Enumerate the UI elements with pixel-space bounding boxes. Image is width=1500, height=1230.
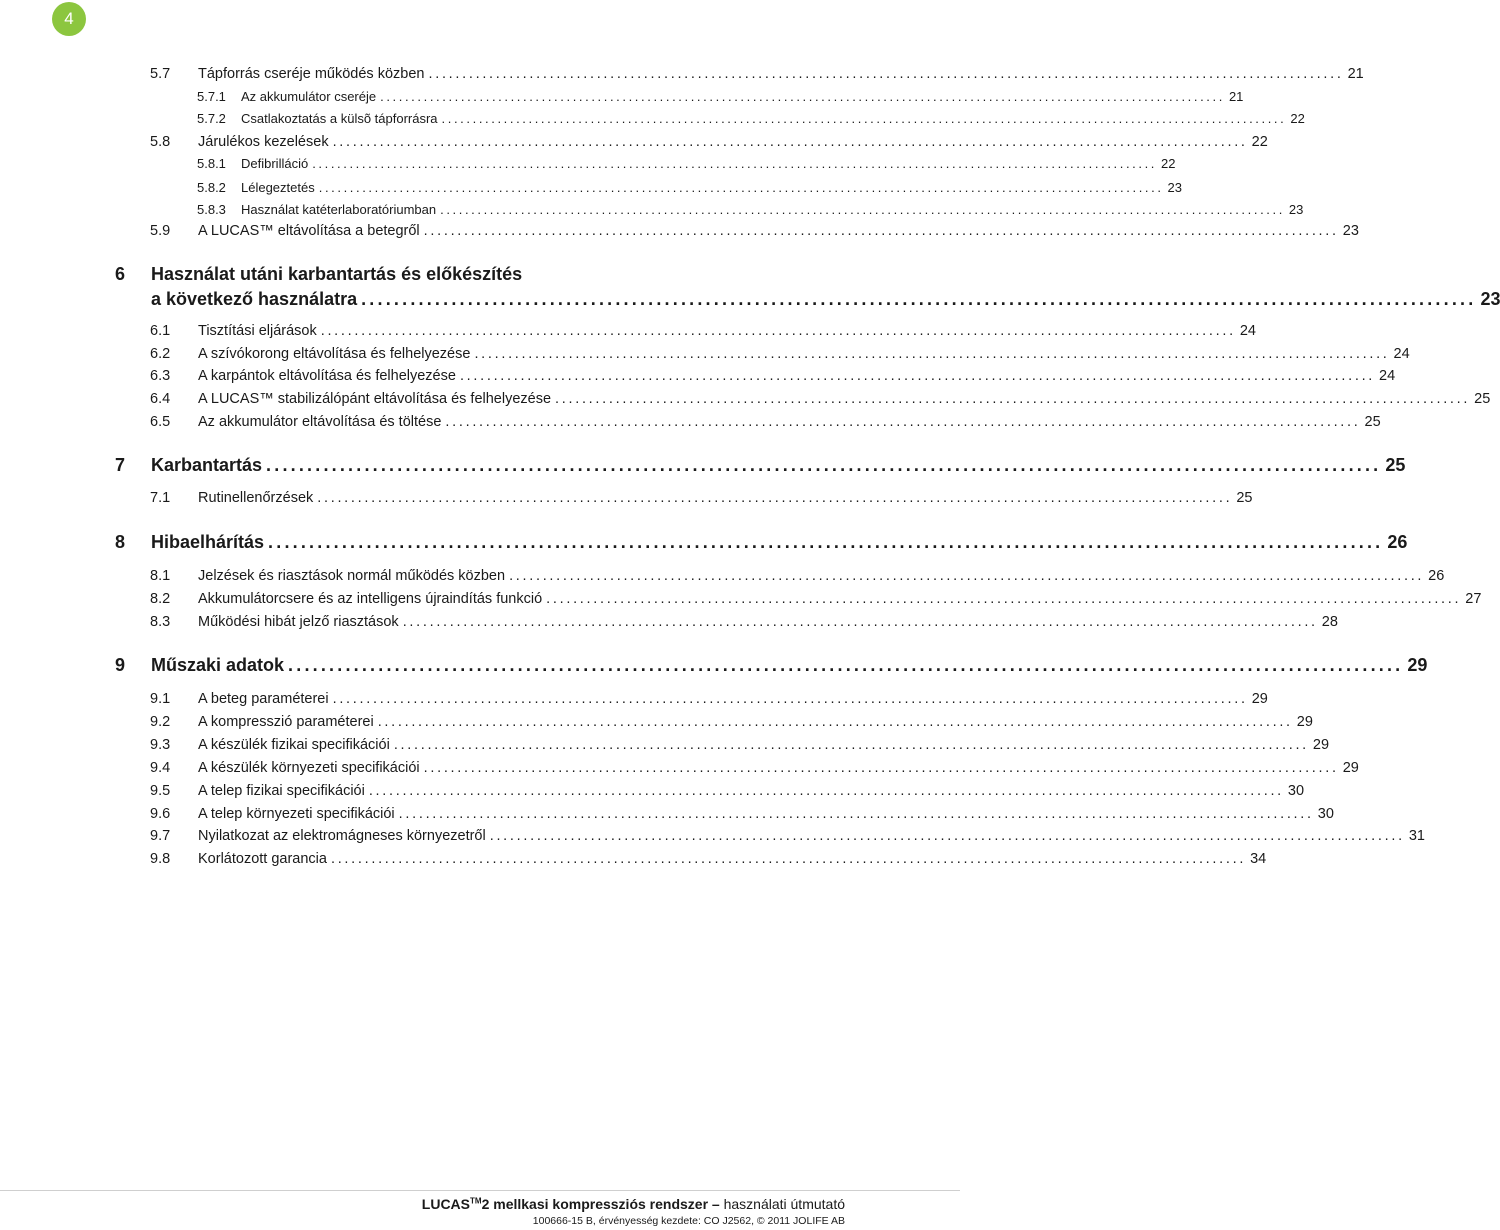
toc-entry[interactable] [150, 828, 1425, 844]
toc-entry[interactable] [150, 490, 1253, 506]
toc-entry-page: 28 [1321, 614, 1338, 630]
toc-entry-number: 9.7 [150, 828, 171, 844]
toc-entry-page: 30 [1287, 783, 1305, 799]
leader-dots: ........................................................................................................................................ [445, 414, 1361, 430]
leader-dots: ........................................................................................................................................ [423, 760, 1339, 776]
toc-entry-number: 5.8.3 [197, 202, 226, 217]
trademark-mark: TM [470, 1196, 482, 1206]
toc-entry-page: 22 [1161, 156, 1176, 171]
toc-entry-title: Nyilatkozat az elektromágneses környezetről [198, 828, 486, 844]
toc-entry-number: 5.7.1 [197, 89, 226, 104]
toc-entry[interactable] [150, 368, 1396, 384]
toc-entry-page: 30 [1317, 806, 1334, 822]
leader-dots: ........................................................................................................................................ [268, 532, 1384, 552]
toc-entry[interactable] [150, 414, 1381, 430]
toc-entry-number: 6.5 [150, 414, 171, 430]
leader-dots: ........................................................................................................................................ [428, 66, 1344, 82]
leader-dots: ........................................................................................................................................ [380, 89, 1225, 104]
toc-chapter-number: 8 [115, 532, 126, 552]
toc-entry-title: A készülék környezeti specifikációi [198, 760, 420, 776]
toc-entry-page: 31 [1408, 828, 1425, 844]
toc-entry[interactable] [150, 346, 1410, 362]
leader-dots: ........................................................................................................................................ [320, 323, 1236, 339]
toc-entry-number: 6.2 [150, 346, 171, 362]
toc-entry-number: 6.1 [150, 323, 171, 339]
toc-entry[interactable] [150, 691, 1268, 707]
leader-dots: ........................................................................................................................................ [440, 202, 1285, 217]
toc-entry[interactable] [150, 783, 1305, 799]
toc-entry-number: 9.1 [150, 691, 171, 707]
toc-entry[interactable] [150, 714, 1313, 730]
toc-chapter-heading[interactable] [115, 455, 1406, 476]
toc-entry-page: 29 [1312, 737, 1330, 753]
toc-entry[interactable] [150, 134, 1268, 150]
toc-chapter-number: 9 [115, 655, 126, 675]
leader-dots: ........................................................................................................................................ [317, 490, 1233, 506]
leader-dots: ........................................................................................................................................ [459, 368, 1376, 384]
leader-dots: ........................................................................................................................................ [393, 737, 1309, 753]
toc-chapter-heading[interactable] [115, 655, 1428, 676]
leader-dots: ........................................................................................................................................ [555, 391, 1471, 407]
toc-entry-title: Tápforrás cseréje működés közben [198, 66, 425, 82]
toc-entry-title: A készülék fizikai specifikációi [198, 737, 390, 753]
toc-entry-page: 25 [1364, 414, 1381, 430]
toc-entry-number: 9.8 [150, 851, 171, 867]
toc-chapter-page: 29 [1407, 655, 1428, 675]
toc-entry[interactable] [150, 391, 1491, 407]
toc-entry-title: Működési hibát jelző riasztások [198, 614, 399, 630]
toc-chapter-heading[interactable] [115, 264, 522, 285]
toc-chapter-page: 23 [1480, 289, 1500, 309]
toc-entry-page: 29 [1342, 760, 1359, 776]
toc-entry-number: 8.1 [150, 568, 171, 584]
toc-chapter-title: Karbantartás [151, 455, 263, 475]
toc-entry-number: 6.4 [150, 391, 171, 407]
toc-entry[interactable] [197, 202, 1304, 217]
leader-dots: ........................................................................................................................................ [398, 806, 1314, 822]
toc-entry-number: 6.3 [150, 368, 171, 384]
toc-entry-title: A telep környezeti specifikációi [198, 806, 395, 822]
toc-entry-page: 22 [1290, 111, 1305, 126]
toc-entry-page: 23 [1288, 202, 1304, 217]
footer-doc-type: használati útmutató [719, 1196, 845, 1212]
toc-entry-page: 24 [1239, 323, 1256, 339]
toc-entry-page: 23 [1342, 223, 1359, 239]
leader-dots: ........................................................................................................................................ [489, 828, 1405, 844]
toc-entry-number: 9.4 [150, 760, 171, 776]
toc-entry-number: 9.5 [150, 783, 171, 799]
leader-dots: ........................................................................................................................................ [546, 591, 1462, 607]
toc-entry-title: Csatlakoztatás a külsõ tápforrásra [241, 111, 438, 126]
leader-dots: ........................................................................................................................................ [332, 134, 1248, 150]
toc-entry-title: A telep fizikai specifikációi [198, 783, 365, 799]
toc-entry[interactable] [197, 111, 1305, 126]
toc-chapter-heading[interactable] [115, 532, 1408, 553]
toc-entry[interactable] [150, 323, 1256, 339]
footer-product-name: 2 mellkasi kompressziós rendszer – [481, 1196, 720, 1212]
footer-brand-name: LUCAS [421, 1196, 471, 1212]
toc-entry-title: Jelzések és riasztások normál működés közben [198, 568, 506, 584]
toc-entry-number: 5.8.2 [197, 180, 226, 195]
toc-entry-title: Az akkumulátor cseréje [241, 89, 377, 104]
toc-entry[interactable] [150, 851, 1267, 867]
toc-entry[interactable] [150, 737, 1330, 753]
toc-entry-title: Járulékos kezelések [198, 134, 329, 150]
toc-chapter-page: 26 [1387, 532, 1408, 552]
toc-entry-number: 5.8.1 [197, 156, 226, 171]
toc-entry-title: Lélegeztetés [241, 180, 315, 195]
leader-dots: ........................................................................................................................................ [377, 714, 1293, 730]
toc-entry[interactable] [197, 89, 1244, 104]
toc-entry-number: 7.1 [150, 490, 171, 506]
toc-entry-number: 5.7 [150, 66, 171, 82]
toc-entry-number: 5.8 [150, 134, 171, 150]
toc-entry-title: A karpántok eltávolítása és felhelyezése [198, 368, 456, 384]
toc-chapter-title: a következő használatra [151, 289, 358, 309]
toc-entry-page: 21 [1347, 66, 1364, 82]
toc-entry[interactable] [150, 760, 1359, 776]
footer-doc-info: 100666-15 B, érvényesség kezdete: CO J2562, © 2011 JOLIFE AB [532, 1215, 845, 1227]
toc-entry-page: 25 [1474, 391, 1491, 407]
toc-entry-number: 8.3 [150, 614, 171, 630]
leader-dots: ........................................................................................................................................ [330, 851, 1247, 867]
toc-entry-title: A LUCAS™ stabilizálópánt eltávolítása és felhelyezése [198, 391, 552, 407]
toc-entry[interactable] [150, 614, 1338, 630]
toc-entry-title: Rutinellenőrzések [198, 490, 314, 506]
toc-entry-page: 27 [1465, 591, 1482, 607]
leader-dots: ........................................................................................................................................ [318, 180, 1164, 195]
toc-entry-number: 8.2 [150, 591, 171, 607]
toc-entry-page: 22 [1251, 134, 1268, 150]
leader-dots: ........................................................................................................................................ [288, 655, 1404, 675]
toc-entry-number: 5.9 [150, 223, 171, 239]
toc-entry[interactable] [150, 66, 1364, 82]
toc-entry-title: Korlátozott garancia [198, 851, 327, 867]
leader-dots: ........................................................................................................................................ [332, 691, 1248, 707]
toc-entry-title: Defibrilláció [241, 156, 309, 171]
toc-entry[interactable] [150, 223, 1359, 239]
toc-entry-page: 29 [1296, 714, 1313, 730]
toc-entry-title: A szívókorong eltávolítása és felhelyezése [198, 346, 471, 362]
toc-entry[interactable] [197, 156, 1176, 171]
toc-entry-page: 24 [1393, 346, 1410, 362]
toc-chapter-heading-continued[interactable] [151, 289, 1500, 310]
toc-entry-title: Akkumulátorcsere és az intelligens újraindítás funkció [198, 591, 543, 607]
footer-divider [0, 1190, 960, 1191]
toc-entry-page: 23 [1167, 180, 1183, 195]
leader-dots: ........................................................................................................................................ [474, 346, 1390, 362]
toc-entry-title: A kompresszió paraméterei [198, 714, 374, 730]
toc-chapter-title: Használat utáni karbantartás és előkészítés [151, 264, 523, 284]
toc-entry[interactable] [197, 180, 1183, 195]
leader-dots: ........................................................................................................................................ [312, 156, 1158, 171]
toc-entry-title: Tisztítási eljárások [198, 323, 317, 339]
toc-chapter-title: Műszaki adatok [151, 655, 285, 675]
toc-entry[interactable] [150, 806, 1334, 822]
toc-entry-number: 9.6 [150, 806, 171, 822]
leader-dots: ........................................................................................................................................ [361, 289, 1477, 309]
leader-dots: ........................................................................................................................................ [266, 455, 1382, 475]
toc-chapter-number: 7 [115, 455, 126, 475]
toc-entry-page: 21 [1228, 89, 1244, 104]
toc-entry-page: 29 [1251, 691, 1268, 707]
leader-dots: ........................................................................................................................................ [509, 568, 1425, 584]
page-number-badge: 4 [52, 2, 86, 36]
leader-dots: ........................................................................................................................................ [402, 614, 1318, 630]
leader-dots: ........................................................................................................................................ [368, 783, 1284, 799]
toc-entry[interactable] [150, 568, 1445, 584]
toc-entry[interactable] [150, 591, 1482, 607]
toc-entry-number: 9.3 [150, 737, 171, 753]
toc-entry-page: 26 [1428, 568, 1445, 584]
leader-dots: ........................................................................................................................................ [423, 223, 1339, 239]
toc-entry-page: 25 [1236, 490, 1253, 506]
toc-entry-number: 5.7.2 [197, 111, 226, 126]
toc-entry-page: 24 [1379, 368, 1396, 384]
footer-title [422, 1196, 845, 1212]
toc-entry-number: 9.2 [150, 714, 171, 730]
toc-chapter-number: 6 [115, 264, 126, 284]
toc-entry-title: A LUCAS™ eltávolítása a betegről [198, 223, 420, 239]
toc-chapter-page: 25 [1385, 455, 1406, 475]
leader-dots: ........................................................................................................................................ [441, 111, 1287, 126]
toc-chapter-title: Hibaelhárítás [151, 532, 265, 552]
toc-entry-title: Az akkumulátor eltávolítása és töltése [198, 414, 442, 430]
toc-entry-page: 34 [1250, 851, 1267, 867]
toc-entry-title: Használat katéterlaboratóriumban [241, 202, 437, 217]
footer-brand [422, 1196, 720, 1212]
toc-entry-title: A beteg paraméterei [198, 691, 329, 707]
